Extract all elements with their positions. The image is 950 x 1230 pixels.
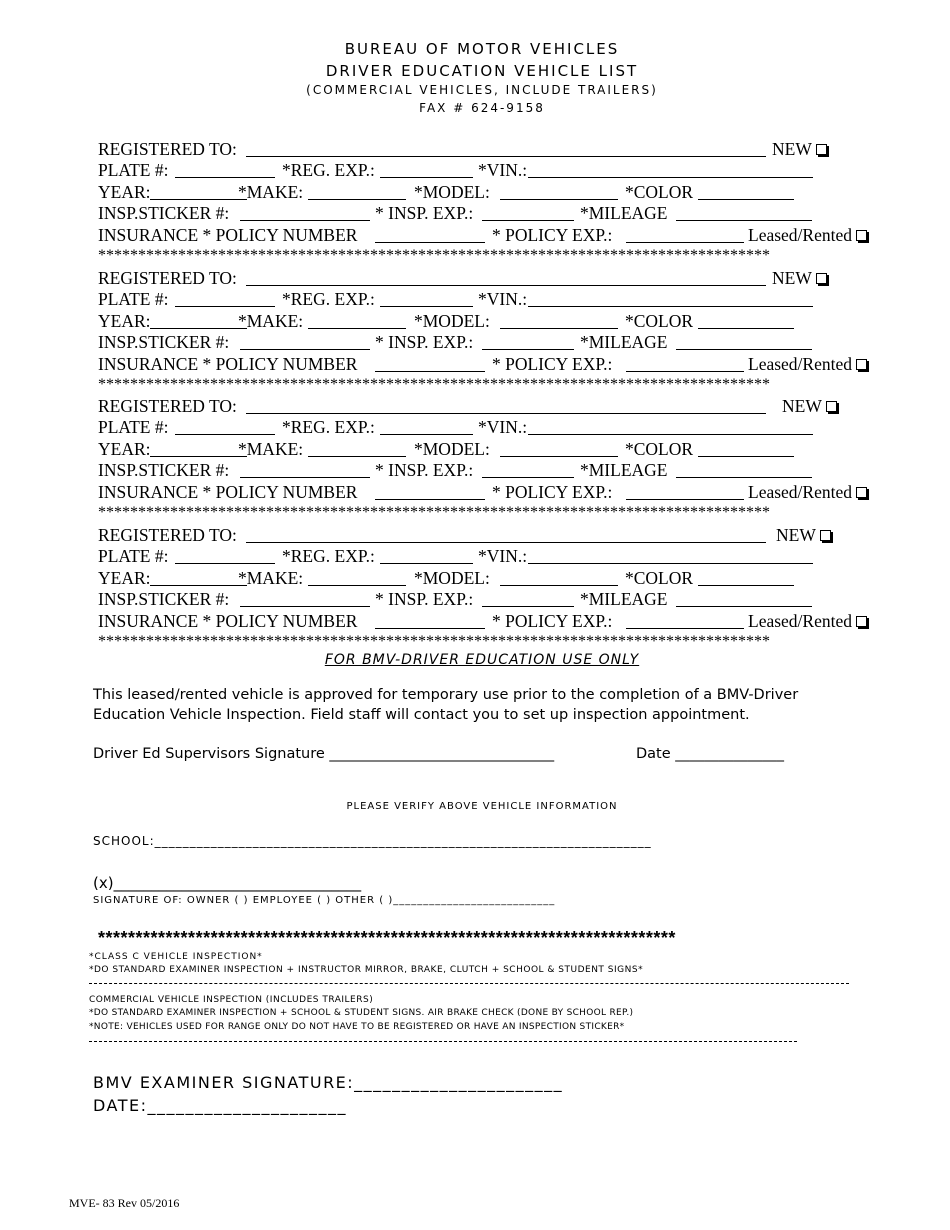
new-option[interactable] <box>772 268 827 289</box>
insp-row <box>98 332 898 353</box>
make-field[interactable] <box>308 439 406 457</box>
year-field[interactable] <box>150 311 247 329</box>
new-label: NEW <box>772 139 812 159</box>
model-label: *MODEL: <box>414 310 490 331</box>
vin-label: *VIN.: <box>478 546 528 567</box>
leased-checkbox[interactable] <box>856 487 867 498</box>
reg-exp-field[interactable] <box>380 546 473 564</box>
registered-row <box>98 525 898 546</box>
mileage-label: *MILEAGE <box>580 332 668 353</box>
plate-label: PLATE #: <box>98 289 169 310</box>
insp-sticker-field[interactable] <box>240 203 370 221</box>
color-field[interactable] <box>698 439 794 457</box>
mileage-label: *MILEAGE <box>580 460 668 481</box>
separator-stars: ************************************************************************************ <box>98 632 770 650</box>
insurance-row <box>98 225 898 246</box>
plate-field[interactable] <box>175 546 275 564</box>
leased-label: Leased/Rented <box>748 353 852 374</box>
registered-field[interactable] <box>246 139 766 157</box>
color-label: *COLOR <box>625 438 694 459</box>
model-label: *MODEL: <box>414 567 490 588</box>
notice-line-2: Education Vehicle Inspection. Field staff will contact you to set up inspection appointment. <box>93 707 750 723</box>
header-subtitle: (COMMERCIAL VEHICLES, INCLUDE TRAILERS) <box>306 83 658 97</box>
year-label: YEAR: <box>98 438 151 459</box>
mileage-label: *MILEAGE <box>580 203 668 224</box>
vin-label: *VIN.: <box>478 289 528 310</box>
plate-label: PLATE #: <box>98 417 169 438</box>
registered-row <box>98 396 898 417</box>
examiner-signature-field[interactable]: BMV EXAMINER SIGNATURE:______________________ <box>93 1073 564 1092</box>
bmv-use-only-title: FOR BMV-DRIVER EDUCATION USE ONLY <box>324 652 640 668</box>
insp-exp-field[interactable] <box>482 460 574 478</box>
notes-divider-2 <box>89 1040 797 1042</box>
registered-label: REGISTERED TO: <box>98 396 237 416</box>
plate-field[interactable] <box>175 417 275 435</box>
color-label: *COLOR <box>625 567 694 588</box>
model-field[interactable] <box>500 439 618 457</box>
insp-sticker-field[interactable] <box>240 332 370 350</box>
insp-exp-label: * INSP. EXP.: <box>375 203 474 224</box>
insurance-label: INSURANCE * POLICY NUMBER <box>98 224 358 245</box>
plate-field[interactable] <box>175 289 275 307</box>
color-field[interactable] <box>698 311 794 329</box>
insp-sticker-label: INSP.STICKER #: <box>98 460 230 481</box>
insp-row <box>98 460 898 481</box>
vehicle-entry <box>98 525 898 652</box>
reg-exp-label: *REG. EXP.: <box>282 417 375 438</box>
leased-checkbox[interactable] <box>856 359 867 370</box>
year-row <box>98 311 898 332</box>
new-checkbox[interactable] <box>820 530 831 541</box>
insurance-row <box>98 354 898 375</box>
make-label: *MAKE: <box>238 310 304 331</box>
model-field[interactable] <box>500 182 618 200</box>
header-title: DRIVER EDUCATION VEHICLE LIST <box>325 62 639 80</box>
model-label: *MODEL: <box>414 438 490 459</box>
year-row <box>98 182 898 203</box>
new-checkbox[interactable] <box>826 401 837 412</box>
model-label: *MODEL: <box>414 181 490 202</box>
vin-field[interactable] <box>528 289 813 307</box>
color-field[interactable] <box>698 568 794 586</box>
insp-sticker-label: INSP.STICKER #: <box>98 332 230 353</box>
insp-exp-label: * INSP. EXP.: <box>375 332 474 353</box>
insp-row <box>98 589 898 610</box>
vin-field[interactable] <box>528 546 813 564</box>
year-label: YEAR: <box>98 310 151 331</box>
new-label: NEW <box>776 525 816 545</box>
insp-exp-field[interactable] <box>482 589 574 607</box>
insurance-label: INSURANCE * POLICY NUMBER <box>98 481 358 502</box>
vehicle-entry <box>98 268 898 395</box>
separator-stars: ************************************************************************************ <box>98 375 770 393</box>
make-label: *MAKE: <box>238 567 304 588</box>
model-field[interactable] <box>500 568 618 586</box>
insp-sticker-field[interactable] <box>240 460 370 478</box>
leased-label: Leased/Rented <box>748 610 852 631</box>
make-field[interactable] <box>308 311 406 329</box>
policy-exp-field[interactable] <box>626 611 744 629</box>
leased-option[interactable] <box>748 611 867 632</box>
plate-row <box>98 546 898 567</box>
header-fax: FAX # 624-9158 <box>419 101 545 115</box>
policy-exp-field[interactable] <box>626 482 744 500</box>
policy-exp-label: * POLICY EXP.: <box>492 353 613 374</box>
leased-option[interactable] <box>748 354 867 375</box>
policy-number-field[interactable] <box>375 354 485 372</box>
registered-field[interactable] <box>246 268 766 286</box>
make-field[interactable] <box>308 182 406 200</box>
new-checkbox[interactable] <box>816 144 827 155</box>
vehicle-entry <box>98 396 898 523</box>
reg-exp-field[interactable] <box>380 289 473 307</box>
mileage-field[interactable] <box>676 589 812 607</box>
mileage-field[interactable] <box>676 332 812 350</box>
leased-option[interactable] <box>748 225 867 246</box>
make-label: *MAKE: <box>238 181 304 202</box>
supervisor-date-field[interactable]: Date _______________ <box>636 746 785 762</box>
insp-sticker-label: INSP.STICKER #: <box>98 589 230 610</box>
year-label: YEAR: <box>98 181 151 202</box>
separator-stars: ************************************************************************************ <box>98 503 770 521</box>
year-label: YEAR: <box>98 567 151 588</box>
new-label: NEW <box>772 268 812 288</box>
registered-row <box>98 139 898 160</box>
leased-checkbox[interactable] <box>856 230 867 241</box>
leased-checkbox[interactable] <box>856 616 867 627</box>
reg-exp-field[interactable] <box>380 417 473 435</box>
insurance-row <box>98 611 898 632</box>
policy-exp-label: * POLICY EXP.: <box>492 224 613 245</box>
vin-field[interactable] <box>528 417 813 435</box>
year-field[interactable] <box>150 439 247 457</box>
new-label: NEW <box>782 396 822 416</box>
color-field[interactable] <box>698 182 794 200</box>
policy-exp-label: * POLICY EXP.: <box>492 481 613 502</box>
school-field[interactable]: SCHOOL:_______________________________________________________________________ <box>93 834 652 848</box>
model-field[interactable] <box>500 311 618 329</box>
insurance-label: INSURANCE * POLICY NUMBER <box>98 353 358 374</box>
insurance-label: INSURANCE * POLICY NUMBER <box>98 610 358 631</box>
plate-row <box>98 160 898 181</box>
reg-exp-field[interactable] <box>380 160 473 178</box>
registered-row <box>98 268 898 289</box>
signature-of-line: SIGNATURE OF: OWNER ( ) EMPLOYEE ( ) OTHER ( )___________________________ <box>93 895 556 906</box>
commercial-title: COMMERCIAL VEHICLE INSPECTION (INCLUDES TRAILERS) <box>89 995 374 1005</box>
policy-exp-field[interactable] <box>626 225 744 243</box>
policy-exp-field[interactable] <box>626 354 744 372</box>
mileage-label: *MILEAGE <box>580 589 668 610</box>
insp-exp-label: * INSP. EXP.: <box>375 589 474 610</box>
header-bureau: BUREAU OF MOTOR VEHICLES <box>344 40 620 58</box>
year-field[interactable] <box>150 182 247 200</box>
vin-label: *VIN.: <box>478 417 528 438</box>
plate-label: PLATE #: <box>98 160 169 181</box>
supervisor-signature-field[interactable]: Driver Ed Supervisors Signature _______________________________ <box>93 746 555 762</box>
year-field[interactable] <box>150 568 247 586</box>
leased-label: Leased/Rented <box>748 224 852 245</box>
registered-label: REGISTERED TO: <box>98 268 237 288</box>
examiner-date-field[interactable]: DATE:_____________________ <box>93 1096 348 1115</box>
plate-row <box>98 417 898 438</box>
color-label: *COLOR <box>625 181 694 202</box>
color-label: *COLOR <box>625 310 694 331</box>
make-label: *MAKE: <box>238 438 304 459</box>
insp-exp-field[interactable] <box>482 332 574 350</box>
registered-field[interactable] <box>246 525 766 543</box>
plate-row <box>98 289 898 310</box>
notice-line-1: This leased/rented vehicle is approved for temporary use prior to the completion of a BMV-Driver <box>93 687 799 703</box>
notes-divider-1 <box>89 982 849 984</box>
separator-stars: ************************************************************************************ <box>98 246 770 264</box>
insp-exp-label: * INSP. EXP.: <box>375 460 474 481</box>
notes-stars: ***************************************************************************** <box>98 928 676 948</box>
policy-exp-label: * POLICY EXP.: <box>492 610 613 631</box>
vehicle-entry <box>98 139 898 266</box>
leased-option[interactable] <box>748 482 867 503</box>
new-option[interactable] <box>772 139 827 160</box>
registered-label: REGISTERED TO: <box>98 525 237 545</box>
year-row <box>98 568 898 589</box>
policy-number-field[interactable] <box>375 225 485 243</box>
make-field[interactable] <box>308 568 406 586</box>
insp-sticker-label: INSP.STICKER #: <box>98 203 230 224</box>
registered-label: REGISTERED TO: <box>98 139 237 159</box>
new-checkbox[interactable] <box>816 273 827 284</box>
form-id: MVE- 83 Rev 05/2016 <box>69 1196 180 1210</box>
reg-exp-label: *REG. EXP.: <box>282 289 375 310</box>
reg-exp-label: *REG. EXP.: <box>282 546 375 567</box>
class-c-title: *CLASS C VEHICLE INSPECTION* <box>89 952 263 962</box>
new-option[interactable] <box>776 525 831 546</box>
range-note: *NOTE: VEHICLES USED FOR RANGE ONLY DO NOT HAVE TO BE REGISTERED OR HAVE AN INSPECTION STICKER* <box>89 1022 625 1032</box>
leased-label: Leased/Rented <box>748 481 852 502</box>
year-row <box>98 439 898 460</box>
policy-number-field[interactable] <box>375 611 485 629</box>
vin-label: *VIN.: <box>478 160 528 181</box>
mileage-field[interactable] <box>676 460 812 478</box>
plate-label: PLATE #: <box>98 546 169 567</box>
reg-exp-label: *REG. EXP.: <box>282 160 375 181</box>
class-c-detail: *DO STANDARD EXAMINER INSPECTION + INSTRUCTOR MIRROR, BRAKE, CLUTCH + SCHOOL & STUDENT SIGNS* <box>89 965 644 975</box>
policy-number-field[interactable] <box>375 482 485 500</box>
insp-exp-field[interactable] <box>482 203 574 221</box>
insp-row <box>98 203 898 224</box>
commercial-detail: *DO STANDARD EXAMINER INSPECTION + SCHOOL & STUDENT SIGNS. AIR BRAKE CHECK (DONE BY SCHOOL REP.) <box>89 1008 634 1018</box>
vin-field[interactable] <box>528 160 813 178</box>
verify-notice: PLEASE VERIFY ABOVE VEHICLE INFORMATION <box>346 801 618 812</box>
mileage-field[interactable] <box>676 203 812 221</box>
plate-field[interactable] <box>175 160 275 178</box>
new-option[interactable] <box>782 396 837 417</box>
registered-field[interactable] <box>246 396 766 414</box>
insurance-row <box>98 482 898 503</box>
signature-x-field[interactable]: (x)_________________________________ <box>93 874 362 892</box>
insp-sticker-field[interactable] <box>240 589 370 607</box>
